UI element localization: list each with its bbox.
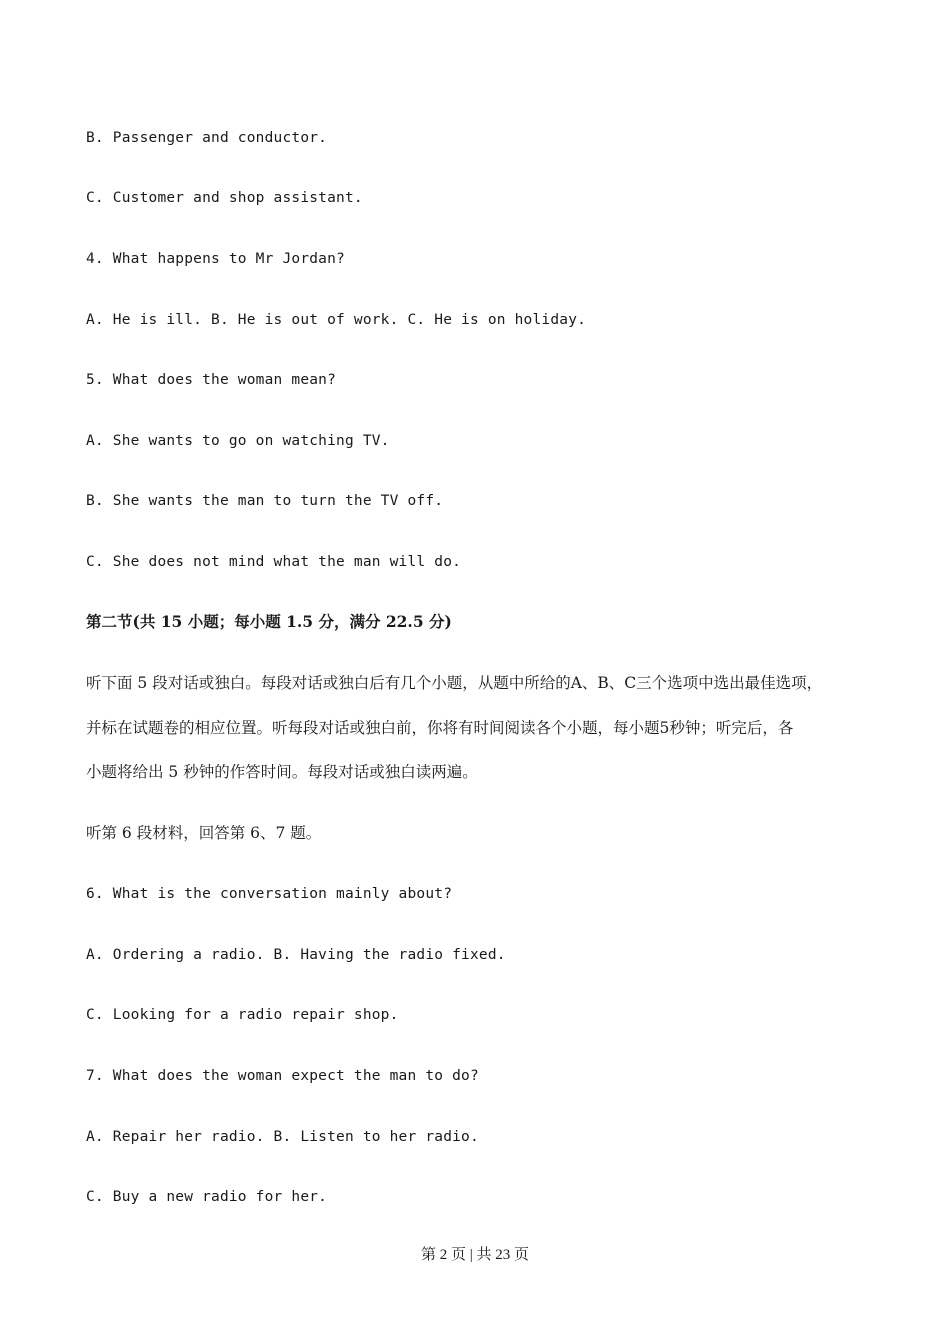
material-6-instruction: 听第 6 段材料，回答第 6、7 题。 [86, 824, 322, 842]
question-4: 4. What happens to Mr Jordan? [86, 251, 345, 267]
option-6c: C. Looking for a radio repair shop. [86, 1007, 399, 1023]
instructions-line-2: 并标在试题卷的相应位置。听每段对话或独白前，你将有时间阅读各个小题，每小题5秒钟；听完后，各 [86, 719, 794, 737]
instructions-line-1: 听下面 5 段对话或独白。每段对话或独白后有几个小题，从题中所给的A、B、C三个选项中选出最佳选项， [86, 674, 823, 692]
section-heading: 第二节(共 15 小题；每小题 1.5 分，满分 22.5 分) [86, 612, 452, 631]
options-6ab: A. Ordering a radio. B. Having the radio fixed. [86, 947, 506, 963]
question-6: 6. What is the conversation mainly about? [86, 886, 453, 902]
option-5b: B. She wants the man to turn the TV off. [86, 493, 444, 509]
option-5a: A. She wants to go on watching TV. [86, 433, 390, 449]
question-5: 5. What does the woman mean? [86, 372, 337, 388]
question-7: 7. What does the woman expect the man to do? [86, 1068, 479, 1084]
instructions-line-3: 小题将给出 5 秒钟的作答时间。每段对话或独白读两遍。 [86, 763, 478, 781]
option-7c: C. Buy a new radio for her. [86, 1189, 328, 1205]
options-7ab: A. Repair her radio. B. Listen to her radio. [86, 1129, 479, 1145]
option-3b: B. Passenger and conductor. [86, 130, 328, 146]
option-3c: C. Customer and shop assistant. [86, 190, 363, 206]
options-4: A. He is ill. B. He is out of work. C. He is on holiday. [86, 312, 587, 328]
page-footer: 第 2 页 | 共 23 页 [420, 1247, 529, 1263]
option-5c: C. She does not mind what the man will do. [86, 554, 462, 570]
